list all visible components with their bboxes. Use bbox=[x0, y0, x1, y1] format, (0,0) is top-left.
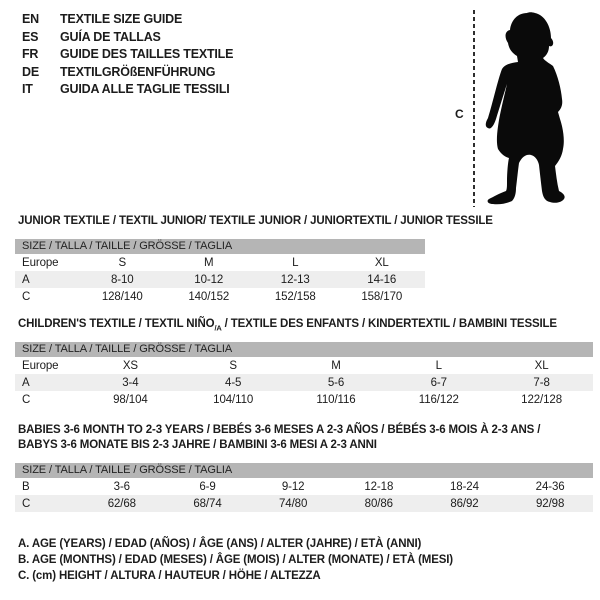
footnote-line: C. (cm) HEIGHT / ALTURA / HAUTEUR / HÖHE / ALTEZZA bbox=[18, 570, 321, 582]
language-row bbox=[22, 64, 233, 82]
language-row bbox=[22, 46, 233, 64]
size-cell: 3-6 bbox=[113, 480, 130, 493]
row-label: A bbox=[22, 273, 30, 286]
size-cell: M bbox=[204, 256, 214, 269]
table-row bbox=[15, 254, 425, 271]
size-cell: 68/74 bbox=[193, 497, 222, 510]
section-title bbox=[18, 423, 593, 453]
title-text: JUNIOR TEXTILE / TEXTIL JUNIOR/ TEXTILE JUNIOR / JUNIORTEXTIL / JUNIOR TESSILE bbox=[18, 215, 493, 227]
size-cell: 24-36 bbox=[535, 480, 565, 493]
table-row bbox=[15, 495, 593, 512]
size-cell: 110/116 bbox=[316, 393, 356, 406]
language-title: GUÍA DE TALLAS bbox=[60, 29, 161, 44]
title-text: BABIES 3-6 MONTH TO 2-3 YEARS / BEBÉS 3-6 MESES A 2-3 AÑOS / BÉBÉS 3-6 MOIS À 2-3 ANS / bbox=[18, 424, 541, 436]
table-row bbox=[15, 478, 593, 495]
size-cell: XS bbox=[122, 359, 138, 372]
size-cell: 116/122 bbox=[418, 393, 459, 406]
size-cell: 6-7 bbox=[430, 376, 447, 389]
row-label: A bbox=[22, 376, 30, 389]
size-cell: 4-5 bbox=[225, 376, 242, 389]
size-cell: 140/152 bbox=[188, 290, 230, 303]
size-cell: 14-16 bbox=[367, 273, 397, 286]
toddler-silhouette-icon bbox=[485, 6, 575, 206]
row-label: C bbox=[22, 497, 31, 510]
babies-size-table bbox=[15, 478, 593, 512]
size-cell: S bbox=[229, 359, 237, 372]
size-cell: 62/68 bbox=[107, 497, 136, 510]
size-cell: 74/80 bbox=[279, 497, 308, 510]
size-header-label: SIZE / TALLA / TAILLE / GRÖSSE / TAGLIA bbox=[22, 343, 233, 355]
size-cell: XL bbox=[374, 256, 389, 269]
footnotes bbox=[18, 536, 453, 584]
section-title-line bbox=[18, 423, 593, 438]
section-title-line bbox=[18, 317, 593, 332]
row-label: B bbox=[22, 480, 30, 493]
language-code: DE bbox=[22, 64, 39, 79]
language-code: IT bbox=[22, 82, 33, 96]
size-cell: XL bbox=[534, 359, 549, 372]
section-babies-textile bbox=[15, 423, 593, 512]
size-cell: L bbox=[435, 359, 442, 372]
table-row bbox=[15, 288, 425, 305]
size-cell: S bbox=[118, 256, 127, 269]
height-measure-dashed-line bbox=[473, 10, 475, 207]
language-row bbox=[22, 11, 233, 29]
size-cell: 104/110 bbox=[213, 393, 254, 406]
row-label: C bbox=[22, 393, 31, 406]
table-row bbox=[15, 391, 593, 408]
size-header-bar bbox=[15, 463, 593, 478]
title-subscript: /A bbox=[214, 323, 222, 333]
size-cell: 6-9 bbox=[199, 480, 216, 493]
size-cell: 80/86 bbox=[364, 497, 393, 510]
title-text: / TEXTILE DES ENFANTS / KINDERTEXTIL / BAMBINI TESSILE bbox=[221, 318, 557, 330]
size-cell: 7-8 bbox=[533, 376, 550, 389]
table-row bbox=[15, 357, 593, 374]
section-title-line bbox=[18, 438, 593, 453]
size-cell: 3-4 bbox=[122, 376, 139, 389]
language-title: GUIDA ALLE TAGLIE TESSILI bbox=[60, 82, 230, 96]
height-measure-label: C bbox=[455, 107, 464, 121]
size-header-label: SIZE / TALLA / TAILLE / GRÖSSE / TAGLIA bbox=[22, 240, 233, 252]
size-cell: 9-12 bbox=[281, 480, 305, 493]
size-cell: 98/104 bbox=[113, 393, 148, 406]
row-label: C bbox=[22, 290, 31, 303]
row-label: Europe bbox=[22, 256, 59, 269]
children-size-table bbox=[15, 357, 593, 408]
language-title: GUIDE DES TAILLES TEXTILE bbox=[60, 47, 234, 61]
size-cell: 5-6 bbox=[327, 376, 345, 389]
size-header-label: SIZE / TALLA / TAILLE / GRÖSSE / TAGLIA bbox=[22, 464, 233, 476]
size-cell: 12-13 bbox=[280, 273, 310, 286]
size-cell: 8-10 bbox=[110, 273, 134, 286]
size-cell: 86/92 bbox=[450, 497, 479, 510]
size-cell: L bbox=[292, 256, 299, 269]
size-cell: 10-12 bbox=[194, 273, 224, 286]
junior-size-table bbox=[15, 254, 425, 305]
size-header-bar bbox=[15, 239, 425, 254]
size-cell: 92/98 bbox=[536, 497, 565, 510]
language-title: TEXTILE SIZE GUIDE bbox=[60, 12, 183, 26]
section-children-textile bbox=[15, 317, 593, 408]
language-code: ES bbox=[22, 29, 39, 44]
footnote-line: A. AGE (YEARS) / EDAD (AÑOS) / ÂGE (ANS) / ALTER (JAHRE) / ETÀ (ANNI) bbox=[18, 538, 422, 550]
title-text: BABYS 3-6 MONATE BIS 2-3 JAHRE / BAMBINI 3-6 MESI A 2-3 ANNI bbox=[18, 439, 377, 451]
size-cell: 158/170 bbox=[361, 290, 403, 303]
title-text: CHILDREN'S TEXTILE / TEXTIL NIÑO bbox=[18, 318, 215, 330]
language-title-list bbox=[22, 11, 233, 99]
language-row bbox=[22, 81, 233, 99]
size-cell: 128/140 bbox=[101, 290, 143, 303]
language-row bbox=[22, 29, 233, 47]
section-title bbox=[18, 317, 593, 332]
language-code: FR bbox=[22, 47, 39, 61]
size-cell: 122/128 bbox=[521, 393, 563, 406]
table-row bbox=[15, 374, 593, 391]
section-title-line bbox=[18, 214, 493, 229]
size-cell: 12-18 bbox=[364, 480, 394, 493]
size-cell: 152/158 bbox=[274, 290, 316, 303]
language-title: TEXTILGRÖßENFÜHRUNG bbox=[60, 64, 216, 79]
row-label: Europe bbox=[22, 359, 59, 372]
language-code: EN bbox=[22, 12, 39, 26]
size-cell: 18-24 bbox=[449, 480, 479, 493]
table-row bbox=[15, 271, 425, 288]
footnote-line: B. AGE (MONTHS) / EDAD (MESES) / ÂGE (MOIS) / ALTER (MONATE) / ETÀ (MESI) bbox=[18, 554, 453, 566]
section-junior-textile bbox=[15, 214, 493, 305]
size-header-bar bbox=[15, 342, 593, 357]
size-cell: M bbox=[331, 359, 341, 372]
section-title bbox=[18, 214, 493, 229]
